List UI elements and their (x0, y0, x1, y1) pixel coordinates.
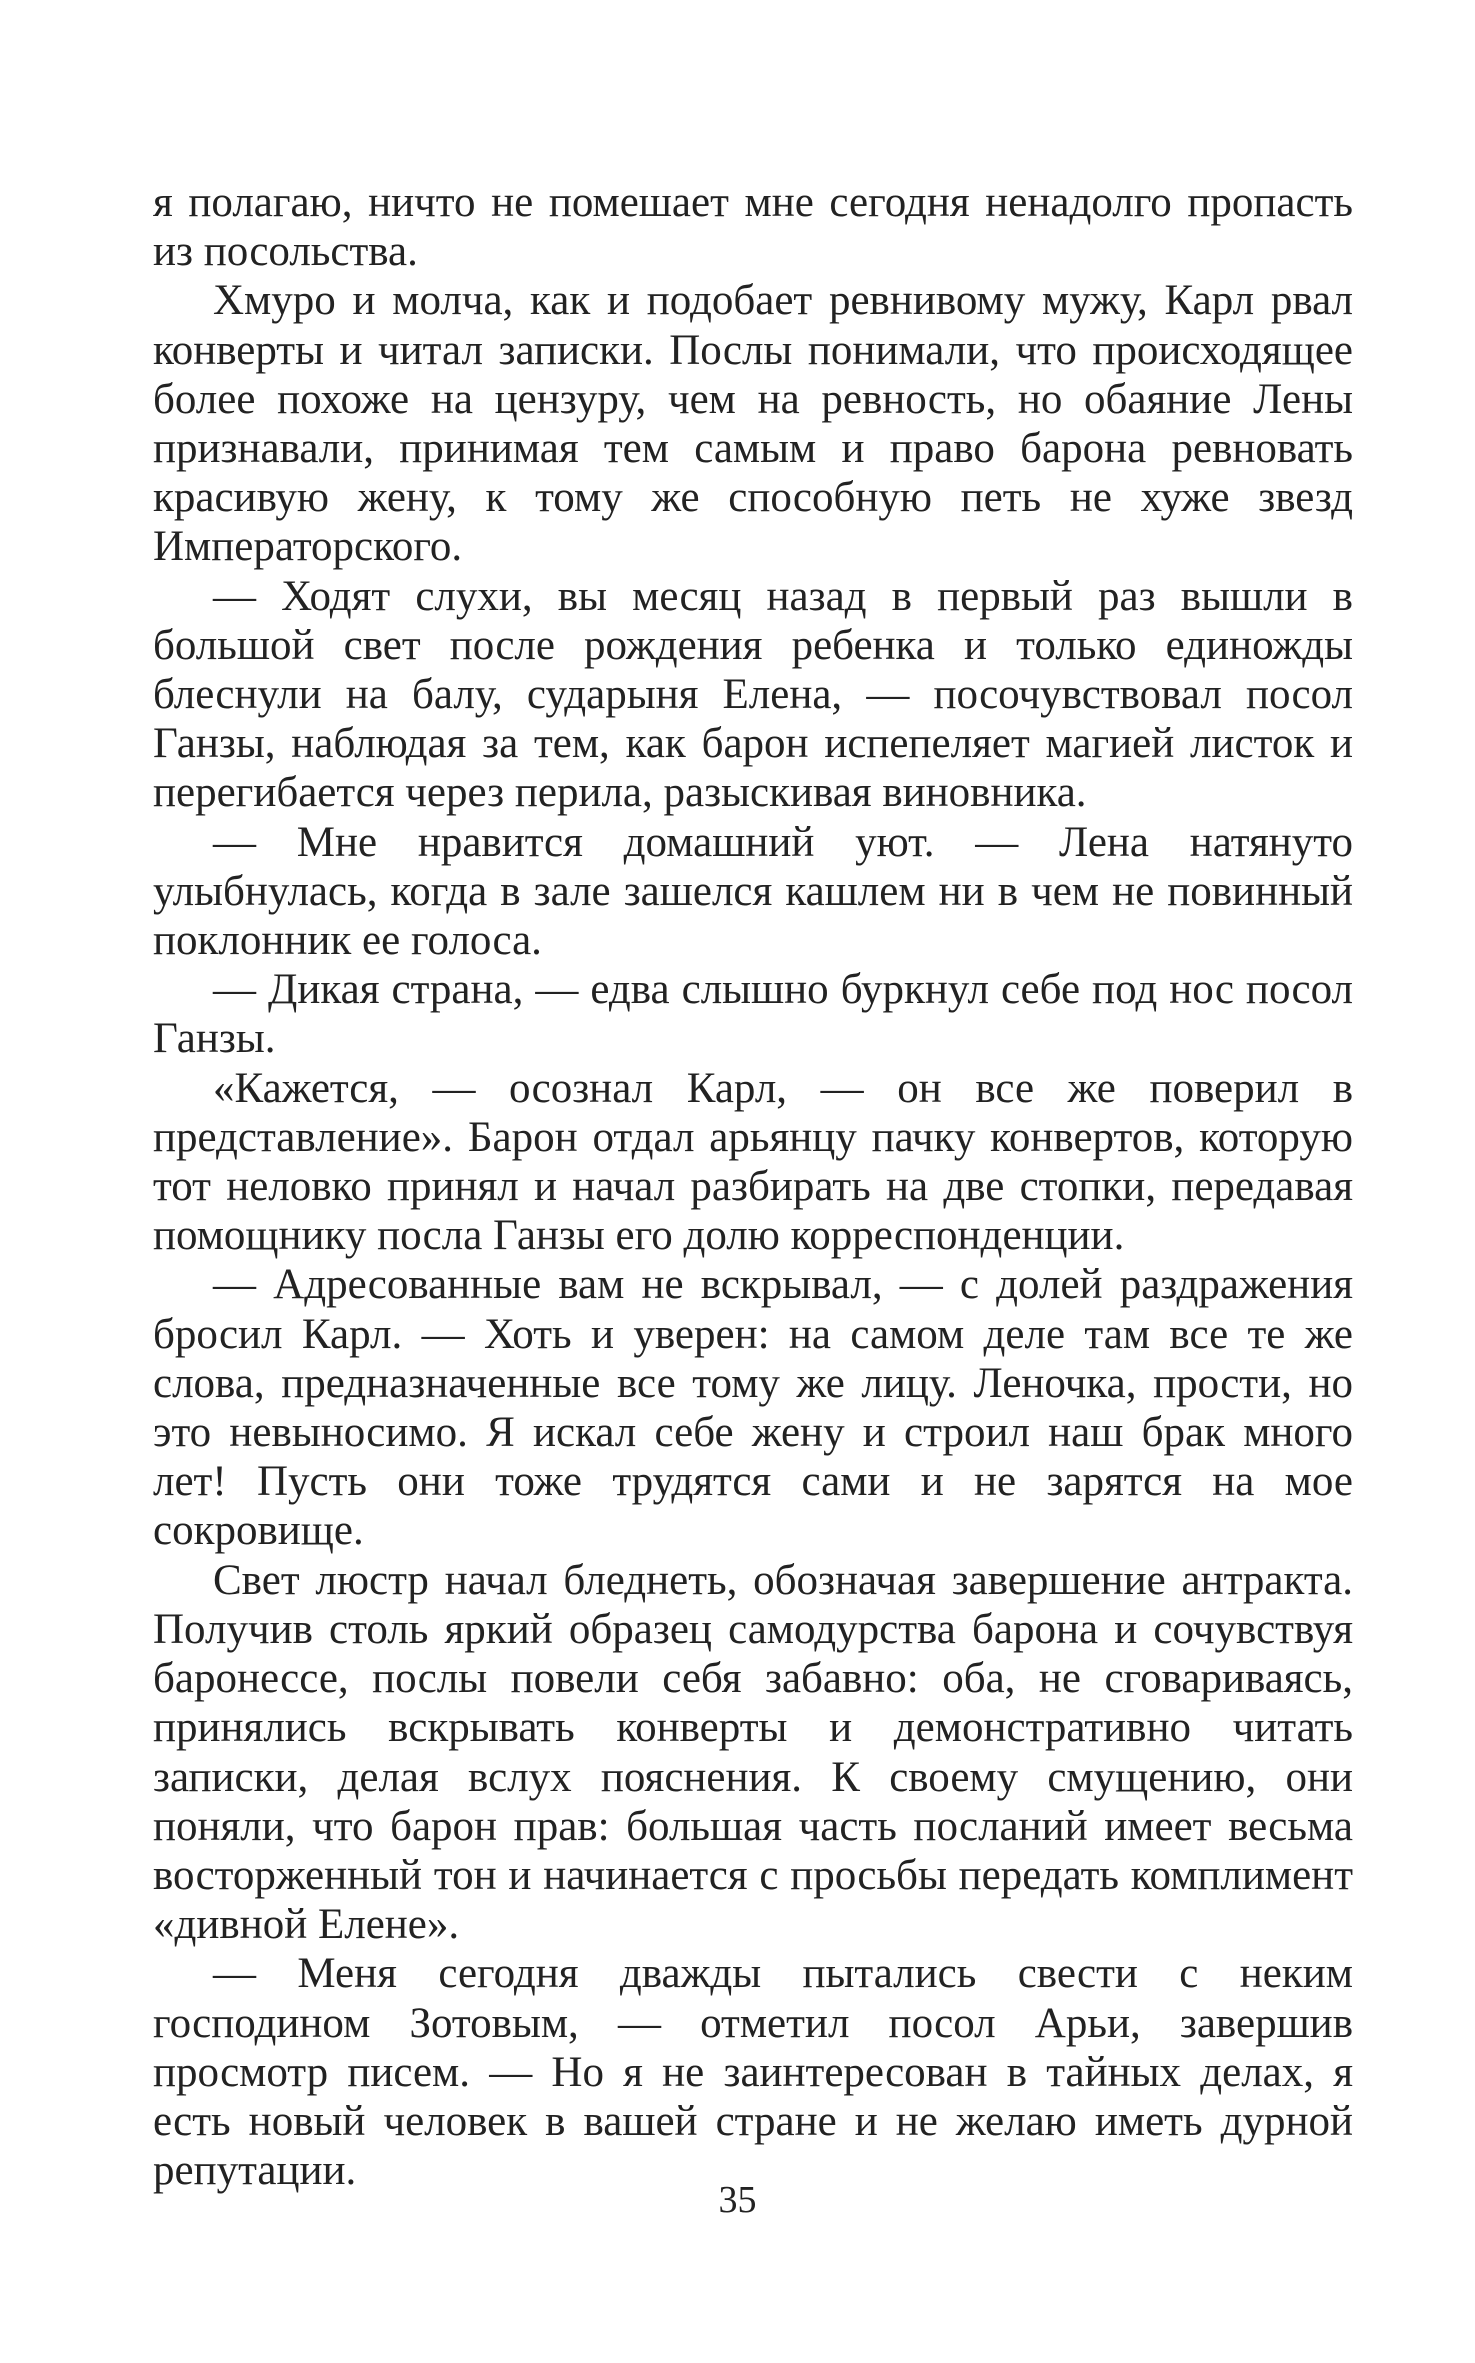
paragraph: Хмуро и молча, как и подобает ревнивому мужу, Карл рвал конверты и читал записки. Послы понимали, что происходящее более похоже на цензуру, чем на ревность, но обаяние Лены признавали, принимая тем самым и право барона ревновать красивую жену, к тому же способную петь не хуже звезд Императорского. (153, 277, 1353, 571)
page-number: 35 (718, 2179, 757, 2221)
paragraph: — Меня сегодня дважды пытались свести с неким господином Зотовым, — отметил посол Арьи, завершив просмотр писем. — Но я не заинтересован в тайных делах, я есть новый человек в вашей стране и не желаю иметь дурной репутации. (153, 1950, 1353, 2195)
paragraph: «Кажется, — осознал Карл, — он все же поверил в представление». Барон отдал арьянцу пачку конвертов, которую тот неловко принял и начал разбирать на две стопки, передавая помощнику посла Ганзы его долю корреспонденции. (153, 1064, 1353, 1260)
paragraph: — Адресованные вам не вскрывал, — с долей раздражения бросил Карл. — Хоть и уверен: на самом деле там все те же слова, предназначенные все тому же лицу. Леночка, прости, но это невыносимо. Я искал себе жену и строил наш брак много лет! Пусть они тоже трудятся сами и не зарятся на мое сокровище. (153, 1261, 1353, 1555)
page-body (153, 178, 1353, 2195)
paragraph: — Мне нравится домашний уют. — Лена натянуто улыбнулась, когда в зале зашелся кашлем ни в чем не повинный поклонник ее голоса. (153, 818, 1353, 965)
paragraph: я полагаю, ничто не помешает мне сегодня ненадолго пропасть из посольства. (153, 179, 1353, 276)
paragraph: — Ходят слухи, вы месяц назад в первый раз вышли в большой свет после рождения ребенка и только единожды блеснули на балу, сударыня Елена, — посочувствовал посол Ганзы, наблюдая за тем, как барон испепеляет магией листок и перегибается через перила, разыскивая виновника. (153, 572, 1353, 817)
paragraph: Свет люстр начал бледнеть, обозначая завершение антракта. Получив столь яркий образец самодурства барона и сочувствуя баронессе, послы повели себя забавно: оба, не сговариваясь, принялись вскрывать конверты и демонстративно читать записки, делая вслух пояснения. К своему смущению, они поняли, что барон прав: большая часть посланий имеет весьма восторженный тон и начинается с просьбы передать комплимент «дивной Елене». (153, 1556, 1353, 1949)
paragraph: — Дикая страна, — едва слышно буркнул себе под нос посол Ганзы. (153, 966, 1353, 1063)
